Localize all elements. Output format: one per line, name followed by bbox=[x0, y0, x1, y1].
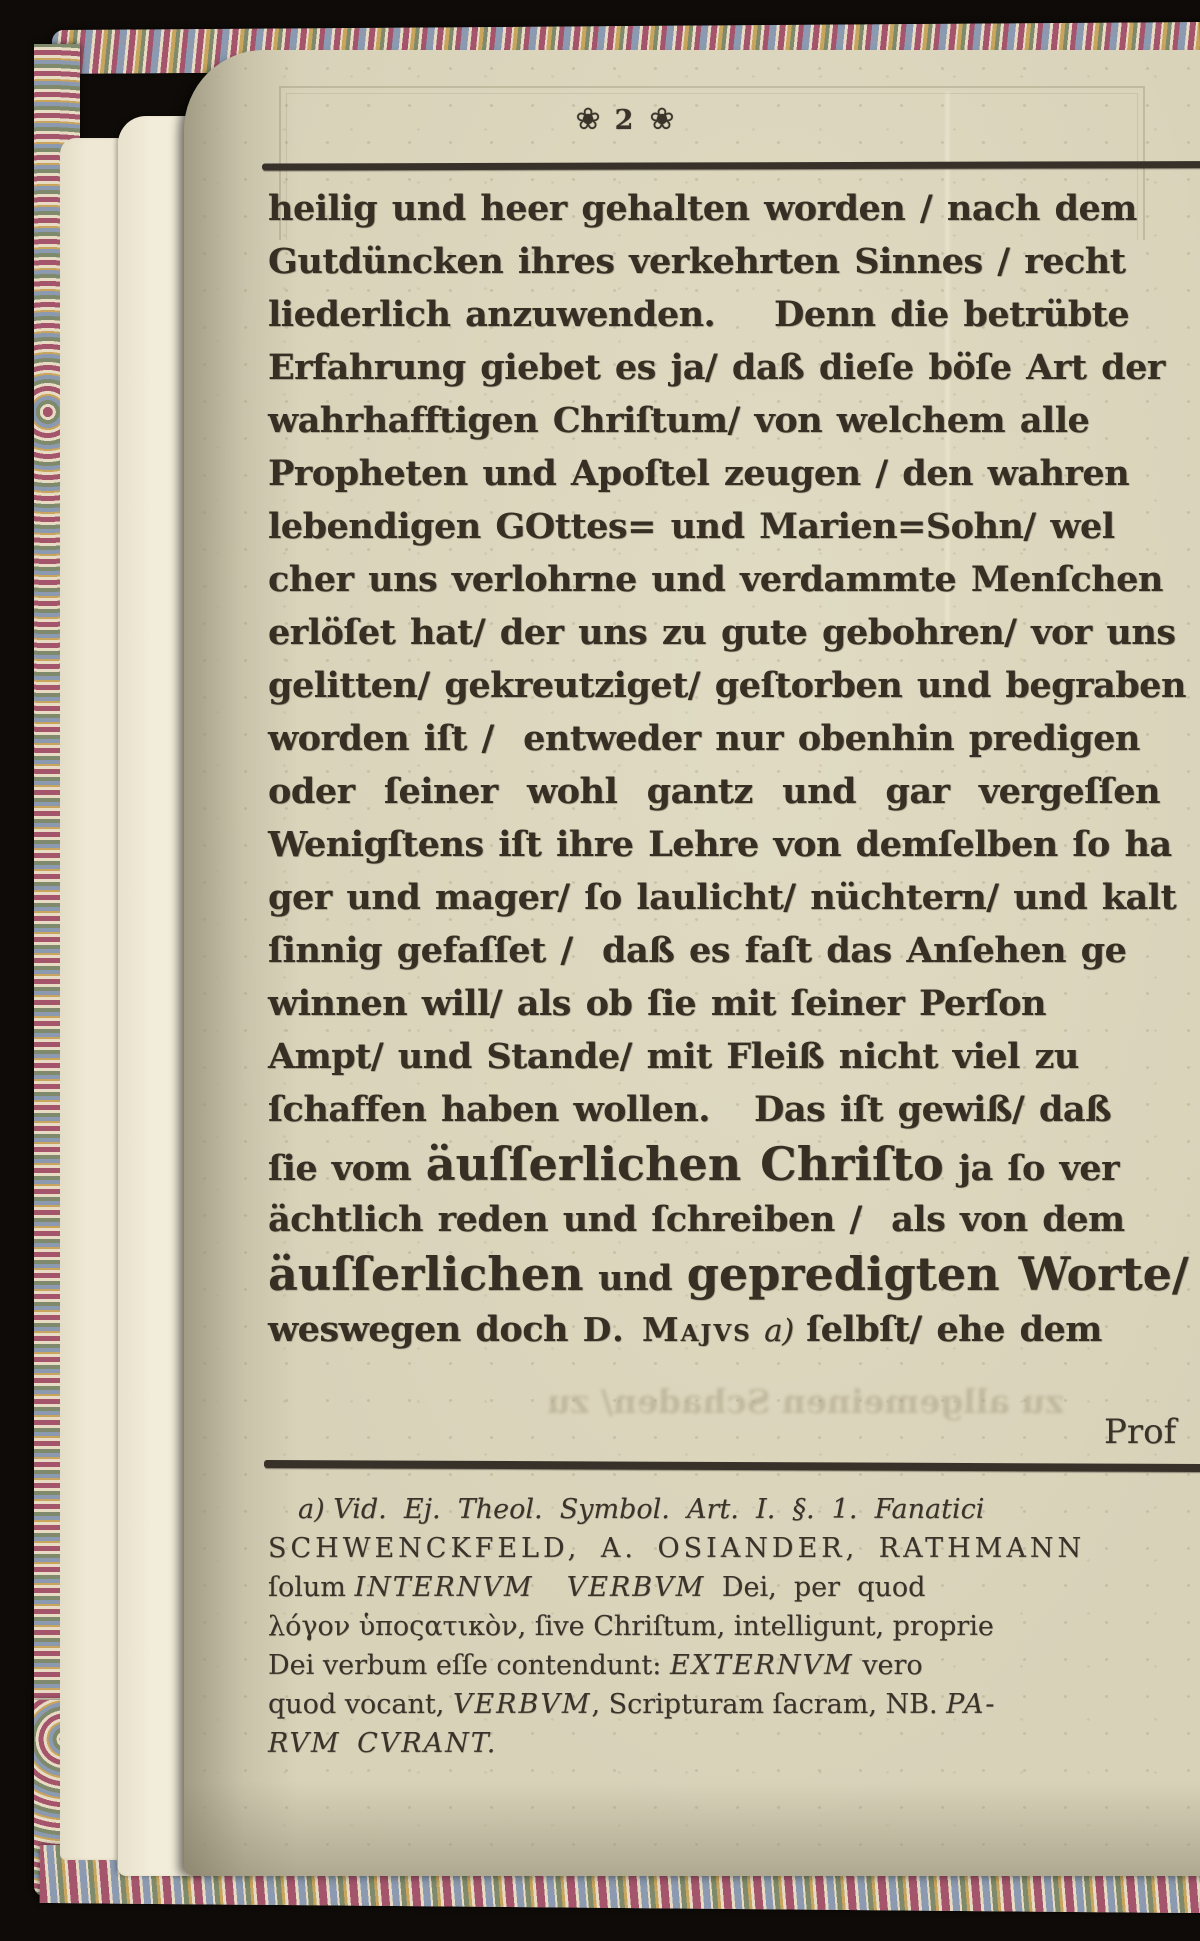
footnote-line bbox=[268, 1568, 1200, 1607]
text-line: Gutdüncken ihres verkehrten Sinnes / recht bbox=[268, 241, 1126, 282]
footnote-line: a) Vid. Ej. Theol. Symbol. Art. I. §. 1. Fanatici bbox=[298, 1494, 985, 1525]
footnote-block bbox=[268, 1490, 1200, 1763]
show-through-text: zu allgemeinen Schaden/ zu bbox=[546, 1382, 1064, 1421]
text-line: liederlich anzuwenden. Denn die betrübte bbox=[268, 294, 1130, 335]
text-segment: und bbox=[583, 1258, 687, 1299]
footnote-segment: VERBVM bbox=[452, 1689, 592, 1720]
page-header bbox=[264, 102, 984, 137]
footnote-line bbox=[268, 1646, 1200, 1685]
footnote-segment: quod vocant, bbox=[268, 1689, 453, 1720]
book-page bbox=[184, 50, 1200, 1876]
footnote-segment: INTERNVM VERBVM bbox=[354, 1572, 722, 1603]
text-line: oder ſeiner wohl gantz und gar vergeſſen bbox=[268, 771, 1160, 812]
footnote-line: RVM CVRANT. bbox=[268, 1728, 498, 1759]
footnote-segment: vero bbox=[853, 1650, 923, 1681]
footnote-segment: Dei verbum eſſe contendunt: bbox=[268, 1650, 670, 1681]
text-line: Propheten und Apoſtel zeugen / den wahren bbox=[268, 453, 1130, 494]
emphasized-text: äuſſerlichen bbox=[268, 1247, 584, 1301]
text-line bbox=[268, 1246, 1200, 1303]
main-text-block bbox=[268, 182, 1200, 1356]
text-segment: weswegen doch bbox=[268, 1309, 583, 1350]
text-line: erlöſet hat/ der uns zu gute gebohren/ vor uns bbox=[268, 612, 1176, 653]
text-line bbox=[268, 1303, 1200, 1356]
text-line: wahrhafftigen Chriſtum/ von welchem alle bbox=[268, 400, 1090, 441]
footnote-marker: a) bbox=[751, 1313, 807, 1349]
text-line: worden iſt / entweder nur obenhin predigen bbox=[268, 718, 1140, 759]
footnote-rule bbox=[264, 1460, 1200, 1472]
text-line bbox=[268, 1136, 1200, 1193]
text-line: heilig und heer gehalten worden / nach dem bbox=[268, 188, 1137, 229]
text-line: Erfahrung giebet es ja/ daß dieſe böſe Art der bbox=[268, 347, 1165, 388]
footnote-segment: Dei, per quod bbox=[721, 1572, 926, 1603]
emphasized-text: gepredigten Worte/ bbox=[686, 1247, 1189, 1301]
text-line: winnen will/ als ob ſie mit ſeiner Perſon bbox=[268, 983, 1046, 1024]
catchword: Prof bbox=[1104, 1412, 1177, 1452]
text-line: ger und mager/ ſo laulicht/ nüchtern/ und kalt bbox=[268, 877, 1177, 918]
text-line: Ampt/ und Stande/ mit Fleiß nicht viel zu bbox=[268, 1036, 1079, 1077]
text-line: cher uns verlohrne und verdammte Menſchen bbox=[268, 559, 1163, 600]
text-segment: ſie vom bbox=[268, 1148, 426, 1189]
footnote-segment: PA- bbox=[946, 1689, 997, 1720]
footnote-line bbox=[268, 1685, 1200, 1724]
author-name: D. Majvs bbox=[582, 1310, 752, 1349]
text-line: gelitten/ gekreutziget/ geſtorben und begraben bbox=[268, 665, 1186, 706]
footnote-line: SCHWENCKFELD, A. OSIANDER, RATHMANN bbox=[268, 1533, 1086, 1564]
emphasized-text: äuſſerlichen Chriſto bbox=[425, 1137, 944, 1191]
text-line: ſchaffen haben wollen. Das iſt gewiß/ daß bbox=[268, 1089, 1112, 1130]
text-line: ächtlich reden und ſchreiben / als von dem bbox=[268, 1199, 1125, 1240]
footnote-segment: ſolum bbox=[268, 1572, 355, 1603]
footnote-line-greek: λόγον ὑποςατικὸν, ſive Chriſtum, intelligunt, proprie bbox=[268, 1611, 994, 1642]
printers-ornament-right-icon: ❀ bbox=[649, 102, 673, 137]
footnote-segment: EXTERNVM bbox=[669, 1650, 854, 1681]
text-line: ſinnig gefaſſet / daß es faſt das Anſehen ge bbox=[268, 930, 1127, 971]
printers-ornament-left-icon: ❀ bbox=[575, 102, 599, 137]
page-number: 2 bbox=[614, 105, 634, 136]
text-segment: ſelbſt/ ehe dem bbox=[806, 1309, 1102, 1350]
text-segment: ja ſo ver bbox=[943, 1148, 1120, 1189]
text-line: Wenigſtens iſt ihre Lehre von demſelben ſo ha bbox=[268, 824, 1172, 865]
text-line: lebendigen GOttes= und Marien=Sohn/ wel bbox=[268, 506, 1115, 547]
footnote-segment: , Scripturam ſacram, NB. bbox=[591, 1689, 947, 1720]
